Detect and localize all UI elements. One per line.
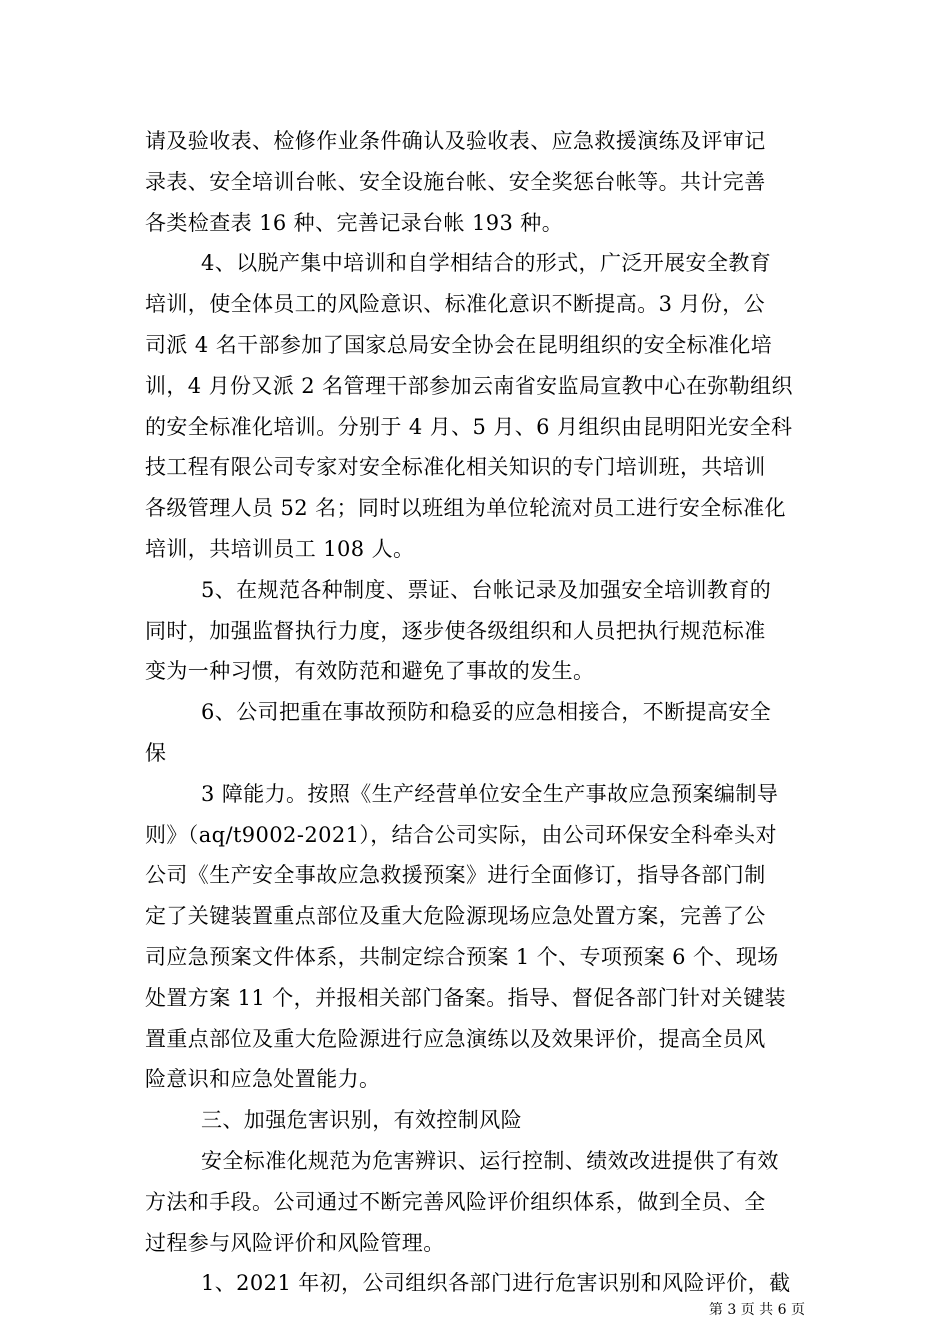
text-line: 安全标准化规范为危害辨识、运行控制、绩效改进提供了有效 [201,1148,779,1173]
text-line: 录表、安全培训台帐、安全设施台帐、安全奖惩台帐等。共计完善 [145,169,766,194]
text-line: 则》（aq/t9002-2021），结合公司实际，由公司环保安全科牵头对 [145,822,777,847]
text-line: 同时，加强监督执行力度，逐步使各级组织和人员把执行规范标准 [145,618,766,643]
text-line: 变为一种习惯，有效防范和避免了事故的发生。 [145,659,595,684]
text-line: 司派 4 名干部参加了国家总局安全协会在昆明组织的安全标准化培 [145,332,773,357]
text-line: 技工程有限公司专家对安全标准化相关知识的专门培训班，共培训 [145,455,766,480]
text-line: 保 [145,740,167,765]
text-line: 训，4 月份又派 2 名管理干部参加云南省安监局宣教中心在弥勒组织 [145,373,793,398]
text-line: 请及验收表、检修作业条件确认及验收表、应急救援演练及评审记 [145,129,766,153]
text-line: 险意识和应急处置能力。 [145,1067,381,1092]
text-line: 公司《生产安全事故应急救援预案》进行全面修订，指导各部门制 [145,863,766,888]
text-line: 处置方案 11 个，并报相关部门备案。指导、督促各部门针对关键装 [145,985,786,1010]
text-line: 1、2021 年初，公司组织各部门进行危害识别和风险评价，截 [201,1271,791,1296]
document-body [145,121,815,1304]
text-line: 各级管理人员 52 名；同时以班组为单位轮流对员工进行安全标准化 [145,496,786,521]
text-line: 三、加强危害识别，有效控制风险 [201,1108,522,1133]
text-line: 6、公司把重在事故预防和稳妥的应急相接合，不断提高安全 [201,700,772,725]
page-number: 第 3 页 共 6 页 [708,1302,805,1318]
text-line: 的安全标准化培训。分别于 4 月、5 月、6 月组织由昆明阳光安全科 [145,414,793,439]
text-line: 3 障能力。按照《生产经营单位安全生产事故应急预案编制导 [201,781,779,806]
text-line: 培训，使全体员工的风险意识、标准化意识不断提高。3 月份，公 [145,292,766,317]
text-line: 过程参与风险评价和风险管理。 [145,1230,445,1255]
text-line: 各类检查表 16 种、完善记录台帐 193 种。 [145,210,564,235]
text-line: 培训，共培训员工 108 人。 [145,536,415,561]
text-line: 置重点部位及重大危险源进行应急演练以及效果评价，提高全员风 [145,1026,766,1051]
text-line: 定了关键装置重点部位及重大危险源现场应急处置方案，完善了公 [145,904,766,929]
text-line: 5、在规范各种制度、票证、台帐记录及加强安全培训教育的 [201,577,772,602]
text-line: 司应急预案文件体系，共制定综合预案 1 个、专项预案 6 个、现场 [145,944,779,969]
text-line: 4、以脱产集中培训和自学相结合的形式，广泛开展安全教育 [201,251,772,276]
text-line: 方法和手段。公司通过不断完善风险评价组织体系，做到全员、全 [145,1189,766,1214]
